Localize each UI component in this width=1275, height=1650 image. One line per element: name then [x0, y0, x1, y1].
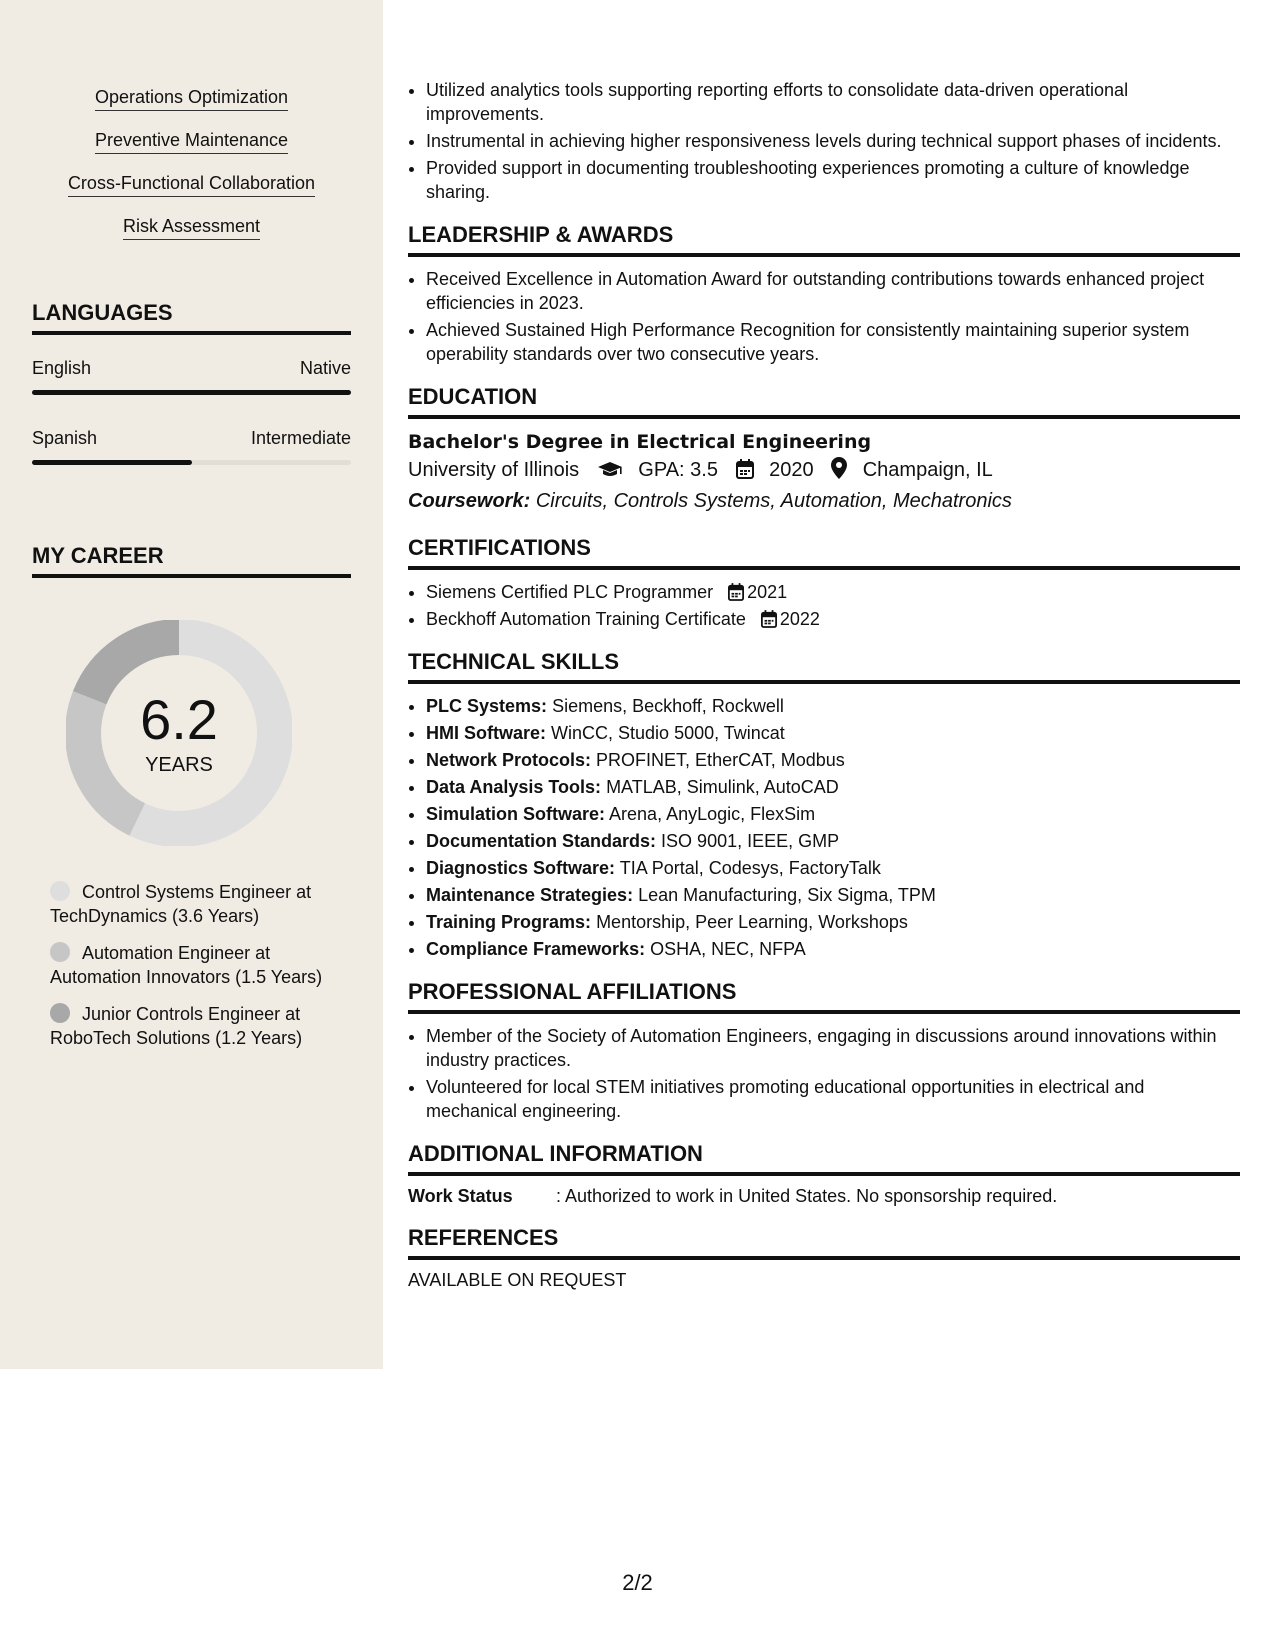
skill-category: Network Protocols: — [426, 750, 592, 770]
work-status-row — [408, 1186, 1240, 1207]
skill-values: Mentorship, Peer Learning, Workshops — [596, 912, 908, 932]
affiliation-item: • Volunteered for local STEM initiatives promoting educational opportunities in electrical and mechanical engineering. — [426, 1075, 1240, 1123]
certifications-heading: CERTIFICATIONS — [408, 535, 1240, 570]
language-row — [32, 428, 351, 449]
experience-bullet: • Provided support in documenting troubleshooting experiences promoting a culture of knowledge sharing. — [426, 156, 1240, 204]
skill-values: Lean Manufacturing, Six Sigma, TPM — [638, 885, 936, 905]
career-label: Junior Controls Engineer at RoboTech Solutions (1.2 Years) — [50, 1004, 303, 1048]
education-gpa: GPA: 3.5 — [638, 459, 718, 481]
technical-skill-item — [426, 802, 1240, 826]
career-unit: YEARS — [145, 754, 213, 776]
career-legend-item — [50, 941, 340, 989]
legend-dot — [50, 942, 70, 962]
additional-info-heading: ADDITIONAL INFORMATION — [408, 1141, 1240, 1176]
skill-category: Documentation Standards: — [426, 831, 657, 851]
skill-values: TIA Portal, Codesys, FactoryTalk — [619, 858, 881, 878]
language-name: English — [32, 358, 92, 378]
work-status-label: Work Status — [408, 1186, 513, 1206]
skill-values: ISO 9001, IEEE, GMP — [661, 831, 840, 851]
leadership-item: • Received Excellence in Automation Award for outstanding contributions towards enhanced project efficiencies in 2023. — [426, 267, 1240, 315]
skill-tag: Cross-Functional Collaboration — [68, 172, 315, 197]
technical-skill-item — [426, 748, 1240, 772]
technical-skill-item — [426, 883, 1240, 907]
certification-name: Beckhoff Automation Training Certificate — [426, 609, 746, 629]
language-bar — [32, 390, 351, 395]
legend-dot — [50, 1003, 70, 1023]
skill-category: Maintenance Strategies: — [426, 885, 634, 905]
calendar-icon — [736, 459, 754, 479]
coursework-list: Circuits, Controls Systems, Automation, Mechatronics — [535, 490, 1012, 512]
work-status-value: : Authorized to work in United States. No sponsorship required. — [556, 1186, 1058, 1206]
leadership-list — [408, 267, 1240, 366]
language-name: Spanish — [32, 428, 98, 448]
skill-category: PLC Systems: — [426, 696, 548, 716]
skill-tag: Risk Assessment — [123, 215, 260, 240]
technical-skill-item — [426, 937, 1240, 961]
skill-category: Compliance Frameworks: — [426, 939, 646, 959]
education-location: Champaign, IL — [862, 459, 993, 481]
skill-category: Data Analysis Tools: — [426, 777, 602, 797]
certification-name: Siemens Certified PLC Programmer — [426, 582, 714, 602]
language-bar-fill — [32, 390, 351, 395]
skill-category: Training Programs: — [426, 912, 592, 932]
page-number: 2/2 — [622, 1570, 653, 1595]
language-level: Intermediate — [250, 428, 351, 448]
coursework-label: Coursework: — [408, 490, 531, 512]
sidebar — [0, 0, 383, 1369]
education-year: 2020 — [769, 459, 814, 481]
skill-values: PROFINET, EtherCAT, Modbus — [596, 750, 845, 770]
legend-dot — [50, 881, 70, 901]
skill-values: OSHA, NEC, NFPA — [650, 939, 806, 959]
career-heading: MY CAREER — [32, 543, 351, 578]
certification-item — [426, 607, 1240, 631]
career-legend — [50, 880, 340, 1063]
skill-category: Diagnostics Software: — [426, 858, 616, 878]
experience-bullet: • Instrumental in achieving higher responsiveness levels during technical support phases of incidents. — [426, 129, 1240, 153]
language-bar-fill — [32, 460, 192, 465]
language-bar — [32, 460, 351, 465]
career-legend-item — [50, 1002, 340, 1050]
education-coursework — [408, 485, 1240, 517]
affiliation-item: • Member of the Society of Automation Engineers, engaging in discussions around innovations within industry practices. — [426, 1024, 1240, 1072]
affiliations-list — [408, 1024, 1240, 1123]
skill-values: Siemens, Beckhoff, Rockwell — [552, 696, 784, 716]
certifications-list — [408, 580, 1240, 631]
technical-skill-item — [426, 829, 1240, 853]
references-heading: REFERENCES — [408, 1225, 1240, 1260]
career-total: 6.2 — [140, 688, 218, 751]
leadership-item: • Achieved Sustained High Performance Recognition for consistently maintaining superior system operability standards over two consecutive years. — [426, 318, 1240, 366]
skill-values: WinCC, Studio 5000, Twincat — [551, 723, 785, 743]
skill-category: HMI Software: — [426, 723, 547, 743]
experience-bullet: • Utilized analytics tools supporting reporting efforts to consolidate data-driven operational improvements. — [426, 78, 1240, 126]
education-heading: EDUCATION — [408, 384, 1240, 419]
main-content — [408, 78, 1240, 1291]
technical-skills-list — [408, 694, 1240, 961]
technical-skill-item — [426, 856, 1240, 880]
career-label: Automation Engineer at Automation Innovators (1.5 Years) — [50, 943, 323, 987]
location-pin-icon — [831, 457, 847, 479]
graduation-cap-icon — [597, 461, 623, 479]
skill-category: Simulation Software: — [426, 804, 606, 824]
education-school: University of Illinois — [408, 459, 580, 481]
technical-skill-item — [426, 910, 1240, 934]
leadership-heading: LEADERSHIP & AWARDS — [408, 222, 1240, 257]
career-legend-item — [50, 880, 340, 928]
skill-tag: Operations Optimization — [95, 86, 288, 111]
technical-skills-heading: TECHNICAL SKILLS — [408, 649, 1240, 684]
language-level: Native — [299, 358, 351, 378]
technical-skill-item — [426, 775, 1240, 799]
references-text: AVAILABLE ON REQUEST — [408, 1270, 627, 1290]
skill-tags — [0, 86, 383, 258]
calendar-icon — [761, 610, 777, 628]
technical-skill-item — [426, 721, 1240, 745]
affiliations-heading: PROFESSIONAL AFFILIATIONS — [408, 979, 1240, 1014]
certification-year: 2022 — [779, 609, 820, 629]
career-label: Control Systems Engineer at TechDynamics (3.6 Years) — [50, 882, 312, 926]
technical-skill-item — [426, 694, 1240, 718]
skill-tag: Preventive Maintenance — [95, 129, 288, 154]
certification-year: 2021 — [747, 582, 788, 602]
certification-item — [426, 580, 1240, 604]
skill-values: Arena, AnyLogic, FlexSim — [609, 804, 816, 824]
language-row — [32, 358, 351, 379]
skill-values: MATLAB, Simulink, AutoCAD — [606, 777, 839, 797]
languages-heading: LANGUAGES — [32, 300, 351, 335]
education-details — [408, 455, 1240, 485]
calendar-icon — [728, 583, 744, 601]
education-degree: Bachelor's Degree in Electrical Engineering — [408, 431, 872, 453]
experience-bullets — [408, 78, 1240, 204]
